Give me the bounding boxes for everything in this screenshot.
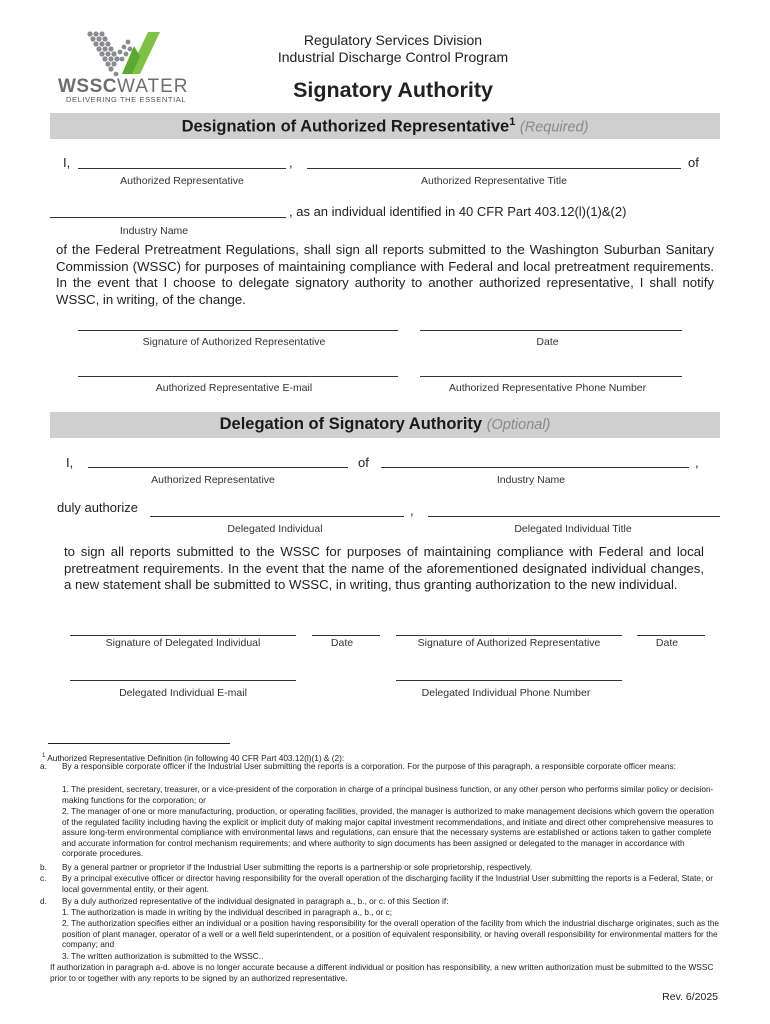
- delegated-email-field[interactable]: [70, 680, 296, 681]
- delegated-signature-field[interactable]: [70, 635, 296, 636]
- auth-rep-signature-field[interactable]: [78, 330, 398, 331]
- section1-heading: Designation of Authorized Representative$^1$ (Required): [181, 116, 589, 136]
- program-name: Industrial Discharge Control Program: [277, 49, 509, 65]
- delegation-industry-field[interactable]: [381, 467, 689, 468]
- auth-rep-caption: Authorized Representative: [120, 175, 244, 187]
- delegated-phone-caption: Delegated Individual Phone Number: [421, 687, 591, 699]
- section2-heading-band: [50, 412, 720, 438]
- footnote-d1: 1. The authorization is made in writing by the individual described in paragraph a., b., or c;: [62, 907, 393, 917]
- auth-rep-email-field[interactable]: [78, 376, 398, 377]
- delegated-phone-field[interactable]: [396, 680, 622, 681]
- delegated-individual-caption: Delegated Individual: [227, 523, 323, 535]
- wssc-logo: [58, 28, 193, 104]
- of-label: of: [688, 155, 699, 170]
- date-field[interactable]: [420, 330, 682, 331]
- footnote-a: a. By a responsible corporate officer if the Industrial User submitting the reports is a corporation. For the purpose of this paragraph, a responsible corporate officer means:: [40, 761, 676, 771]
- duly-authorize-label: duly authorize: [57, 500, 138, 515]
- industry-name-field[interactable]: [50, 217, 286, 218]
- comma-3: ,: [410, 503, 414, 518]
- i-label-2: I,: [66, 455, 74, 470]
- auth-rep-title-caption: Authorized Representative Title: [421, 175, 567, 187]
- auth-rep-phone-field[interactable]: [420, 376, 682, 377]
- delegated-title-field[interactable]: [428, 516, 720, 517]
- footnote-d: d. By a duly authorized representative of the individual designated in paragraph a., b., or c. of this Section if:: [40, 896, 449, 906]
- footnote-d3: 3. The written authorization is submitted to the WSSC..: [62, 951, 264, 961]
- delegation-auth-rep-field[interactable]: [88, 467, 348, 468]
- delegated-email-caption: Delegated Individual E-mail: [119, 687, 247, 699]
- date-caption-3: Date: [655, 637, 679, 649]
- logo-tagline: DELIVERING THE ESSENTIAL: [66, 95, 187, 104]
- footnote-divider: [48, 743, 230, 744]
- page-title: Signatory Authority: [293, 78, 493, 102]
- i-label: I,: [63, 155, 71, 170]
- date-caption-2: Date: [330, 637, 354, 649]
- comma-2: ,: [695, 455, 699, 470]
- logo-wordmark: WSSCWATER: [58, 76, 189, 97]
- delegation-auth-rep-caption: Authorized Representative: [151, 474, 275, 486]
- auth-rep-title-field[interactable]: [307, 168, 681, 169]
- date-caption: Date: [536, 336, 559, 348]
- footnote-a1: 1. The president, secretary, treasurer, or a vice-president of the corporation in charge of a principal business function, or any other person who performs similar policy or decision-making functions for the corporation; or: [62, 784, 714, 805]
- delegated-individual-field[interactable]: [150, 516, 404, 517]
- signature-caption: Signature of Authorized Representative: [142, 336, 326, 348]
- footnote-d2: 2. The authorization specifies either an individual or a position having responsibility for the overall operation of the facility from which the industrial discharge originates, such as the position of plant manager, operator of a well or a well field superintendent, or a position of equivalent responsibility, or having overall responsibility for environmental matters for the company; and: [62, 918, 720, 950]
- comma: ,: [289, 155, 293, 170]
- delegated-title-caption: Delegated Individual Title: [514, 523, 632, 535]
- footnote-closing: If authorization in paragraph a-d. above is no longer accurate because a different individual or position has responsibility, a new written authorization must be submitted to the WSSC prior to or together with any reports to be signed by an authorized representative.: [50, 962, 714, 983]
- date-field-2[interactable]: [312, 635, 380, 636]
- section2-heading: Delegation of Signatory Authority (Optional): [219, 415, 551, 433]
- optional-note: (Optional): [486, 417, 551, 433]
- footnote-c: c. By a principal executive officer or director having responsibility for the overall operation of the discharging facility if the Industrial User submitting the reports is a Federal, State, or local governmental entity, or their agent.: [40, 873, 714, 894]
- section2-paragraph: to sign all reports submitted to the WSSC for purposes of maintaining compliance with Federal and local pretreatment requirements. In the event that the name of the aforementioned designated individual changes, a new statement shall be submitted to WSSC, in writing, thus granting authorization to the new individual.: [64, 544, 704, 592]
- phone-caption: Authorized Representative Phone Number: [448, 382, 647, 394]
- auth-rep-signature-caption-2: Signature of Authorized Representative: [417, 637, 601, 649]
- section1-paragraph: of the Federal Pretreatment Regulations, shall sign all reports submitted to the Washington Suburban Sanitary Commission (WSSC) for purposes of maintaining compliance with Federal and local pretreatment requirements. In the event that I choose to delegate signatory authority to another authorized representative, I shall notify WSSC, in writing, of the change.: [56, 242, 714, 307]
- revision-label: Rev. 6/2025: [662, 991, 718, 1003]
- section1-heading-band: [50, 113, 720, 139]
- industry-name-caption: Industry Name: [119, 225, 189, 237]
- email-caption: Authorized Representative E-mail: [155, 382, 313, 394]
- footnote-intro: $^1$ Authorized Representative Definition (in following 40 CFR Part 403.12(l)(1) & (2):: [42, 752, 345, 763]
- division-name: Regulatory Services Division: [303, 32, 483, 48]
- delegation-industry-caption: Industry Name: [496, 474, 566, 486]
- required-note: (Required): [519, 119, 589, 136]
- delegated-signature-caption: Signature of Delegated Individual: [105, 637, 261, 649]
- footnote-b: b. By a general partner or proprietor if the Industrial User submitting the reports is a partnership or sole proprietorship, respectively.: [40, 862, 533, 872]
- date-field-3[interactable]: [637, 635, 705, 636]
- of-label-2: of: [358, 455, 369, 470]
- identified-text: , as an individual identified in 40 CFR Part 403.12(l)(1)&(2): [289, 204, 627, 219]
- footnote-a2: 2. The manager of one or more manufacturing, production, or operating facilities, provided, the manager is authorized to make management decisions which govern the operation of the regulated facility including having the explicit or implicit duty of making major capital investment recommendations, and initiate and direct other comprehensive measures to assure long-term environmental compliance with environmental laws and regulations, can ensure that the necessary systems are established or actions taken to gather complete and accurate information for control mechanism requirements; and where authority to sign documents has been assigned or delegated to the manager in accordance with corporate procedures.: [62, 806, 714, 859]
- auth-rep-signature-field-2[interactable]: [396, 635, 622, 636]
- auth-rep-field[interactable]: [78, 168, 286, 169]
